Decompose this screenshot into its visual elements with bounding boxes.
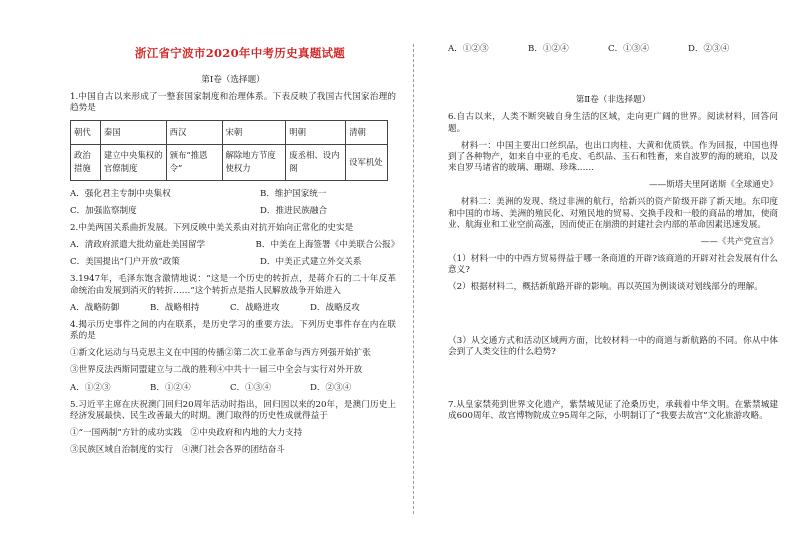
table-cell: 颁布“推恩令”	[166, 145, 222, 180]
table-cell: 朝代	[71, 121, 101, 145]
option: B．维护国家统一	[260, 188, 327, 199]
table-cell: 宋朝	[222, 121, 286, 145]
q2-options-row2	[70, 257, 396, 268]
q1-options-row1	[70, 189, 396, 200]
table-cell: 建立中央集权的官僚制度	[100, 145, 166, 180]
page-title: 浙江省宁波市2020年中考历史真题试题	[134, 46, 346, 60]
column-divider	[413, 44, 414, 514]
q5-items-1: ①“一国两制”方针的成功实践 ②中央政府和内地的大力支持	[70, 428, 303, 439]
option: D．推进民族融合	[260, 205, 328, 216]
q5-stem: 5.习近平主席在庆祝澳门回归20周年活动时指出，回归因以来的20年，是澳门历史上经济发展最快、民生改善最大的时期。澳门取得的历史性成就得益于	[70, 399, 396, 421]
q4-stem: 4.揭示历史事件之间的内在联系，是历史学习的重要方法。下列历史事件存在内在联系的是	[70, 319, 396, 342]
q1-options-row2	[70, 206, 396, 217]
q6-material-1-source: ——斯塔夫里阿诺斯《全球通史》	[649, 180, 778, 191]
option: A．①②③	[70, 382, 111, 393]
q3-stem: 3.1947年，毛泽东饱含激情地说：“这是一个历史的转折点，是蒋介石的二十年反革命统治由发展到消灭的转折……”这个转折点是指人民解放战争开始进入	[70, 274, 396, 296]
q2-options-row1	[70, 240, 400, 251]
option: D．战略反攻	[310, 302, 360, 313]
table-cell: 废丞相、设内阁	[286, 145, 346, 180]
option: B．①②④	[150, 382, 191, 393]
q6-material-1: 材料一：中国主要出口丝织品，也出口肉桂、大黄和优质铁。作为回报，中国也得到了各种物产，如来自中亚的毛皮、毛织品、玉石和牲畜，来自波罗的海的琥珀，以及来自罗马诸省的玻璃、珊瑚、珍珠……	[448, 140, 778, 174]
table-header-row	[71, 121, 388, 145]
table-cell: 清朝	[346, 121, 388, 145]
option: C．①③④	[230, 382, 271, 393]
q1-stem: 1.中国自古以来形成了一整套国家制度和治理体系。下表反映了我国古代国家治理的趋势是	[70, 92, 396, 114]
q6-subquestion-2: （2）根据材料二，概括新航路开辟的影响。再以英国为例谈谈对划线部分的理解。	[448, 282, 763, 293]
option: B．战略相持	[150, 302, 200, 313]
left-column	[70, 46, 400, 462]
table-cell: 政治措施	[71, 145, 101, 180]
option: D．②③④	[310, 382, 352, 393]
q5-items-2: ③民族区域自治制度的实行 ④澳门社会各界的团结奋斗	[70, 445, 285, 456]
q6-subquestion-1: （1）材料一中的中西方贸易得益于哪一条商道的开辟?该商道的开辟对社会发展有什么意义?	[448, 254, 778, 276]
q7-stem: 7.从皇家禁苑到世界文化遗产，紫禁城见证了沧桑历史，承载着中华文明。在紫禁城建成600周年、故宫博物院成立95周年之际，小明制订了“我要去故宫”文化旅游攻略。	[448, 399, 778, 422]
q4-options	[70, 383, 396, 394]
option: C．美国提出“门户开放”政策	[70, 257, 180, 268]
q3-options	[70, 303, 396, 314]
option: A．战略防御	[70, 302, 120, 313]
option: C．加强监察制度	[70, 205, 137, 216]
right-column	[448, 44, 778, 428]
q6-material-2-source: ——《共产党宣言》	[700, 236, 778, 247]
option: B．①②④	[528, 44, 569, 54]
answer-space	[448, 300, 778, 336]
table-cell: 西汉	[166, 121, 222, 145]
q6-material-2: 材料二：美洲的发现、绕过非洲的航行，给新兴的资产阶级开辟了新天地。东印度和中国的市场、美洲的殖民化、对殖民地的贸易、交换手段和一般的商品的增加，使商业、航海业和工业空前高涨，因而使正在崩溃的封建社会内部的革命因素迅速发展。	[448, 197, 778, 230]
option: C．战略进攻	[230, 302, 280, 313]
q2-stem: 2.中美两国关系曲折发展。下列反映中美关系由对抗开始向正常化的史实是	[70, 222, 354, 233]
option: A．强化君主专制中央集权	[70, 188, 171, 199]
part2-heading: 第Ⅱ卷（非选择题）	[575, 95, 651, 106]
q4-items-2: ③世界反法西斯同盟建立与二战的胜利④中共十一届三中全会与实行对外开放	[70, 365, 363, 376]
option: C．①③④	[608, 44, 649, 54]
option: D．中美正式建立外交关系	[260, 257, 362, 268]
table-cell: 设军机处	[346, 145, 388, 180]
option: A．①②③	[448, 44, 489, 54]
table-row	[71, 145, 388, 180]
option: A．清政府派遣大批幼童赴美国留学	[70, 240, 206, 251]
option: B．中美在上海签署《中美联合公报》	[255, 240, 400, 251]
answer-space	[448, 364, 778, 400]
part1-heading: 第Ⅰ卷（选择题）	[201, 74, 265, 85]
q1-table	[70, 120, 388, 180]
table-cell: 秦国	[100, 121, 166, 145]
q4-items-1: ①新文化运动与马克思主义在中国的传播②第二次工业革命与西方列强开始扩张	[70, 348, 371, 359]
table-cell: 明朝	[286, 121, 346, 145]
q6-stem: 6.自古以来，人类不断突破自身生活的区域，走向更广阔的世界。阅读材料，回答问题。	[448, 112, 778, 134]
q5-options	[448, 44, 778, 55]
option: D．②③④	[688, 44, 730, 54]
table-cell: 解除地方节度使权力	[222, 145, 286, 180]
q6-subquestion-3: （3）从交通方式和活动区域两方面，比较材料一中的商道与新航路的不同。你从中体会到了人类交往的什么趋势?	[448, 335, 778, 357]
